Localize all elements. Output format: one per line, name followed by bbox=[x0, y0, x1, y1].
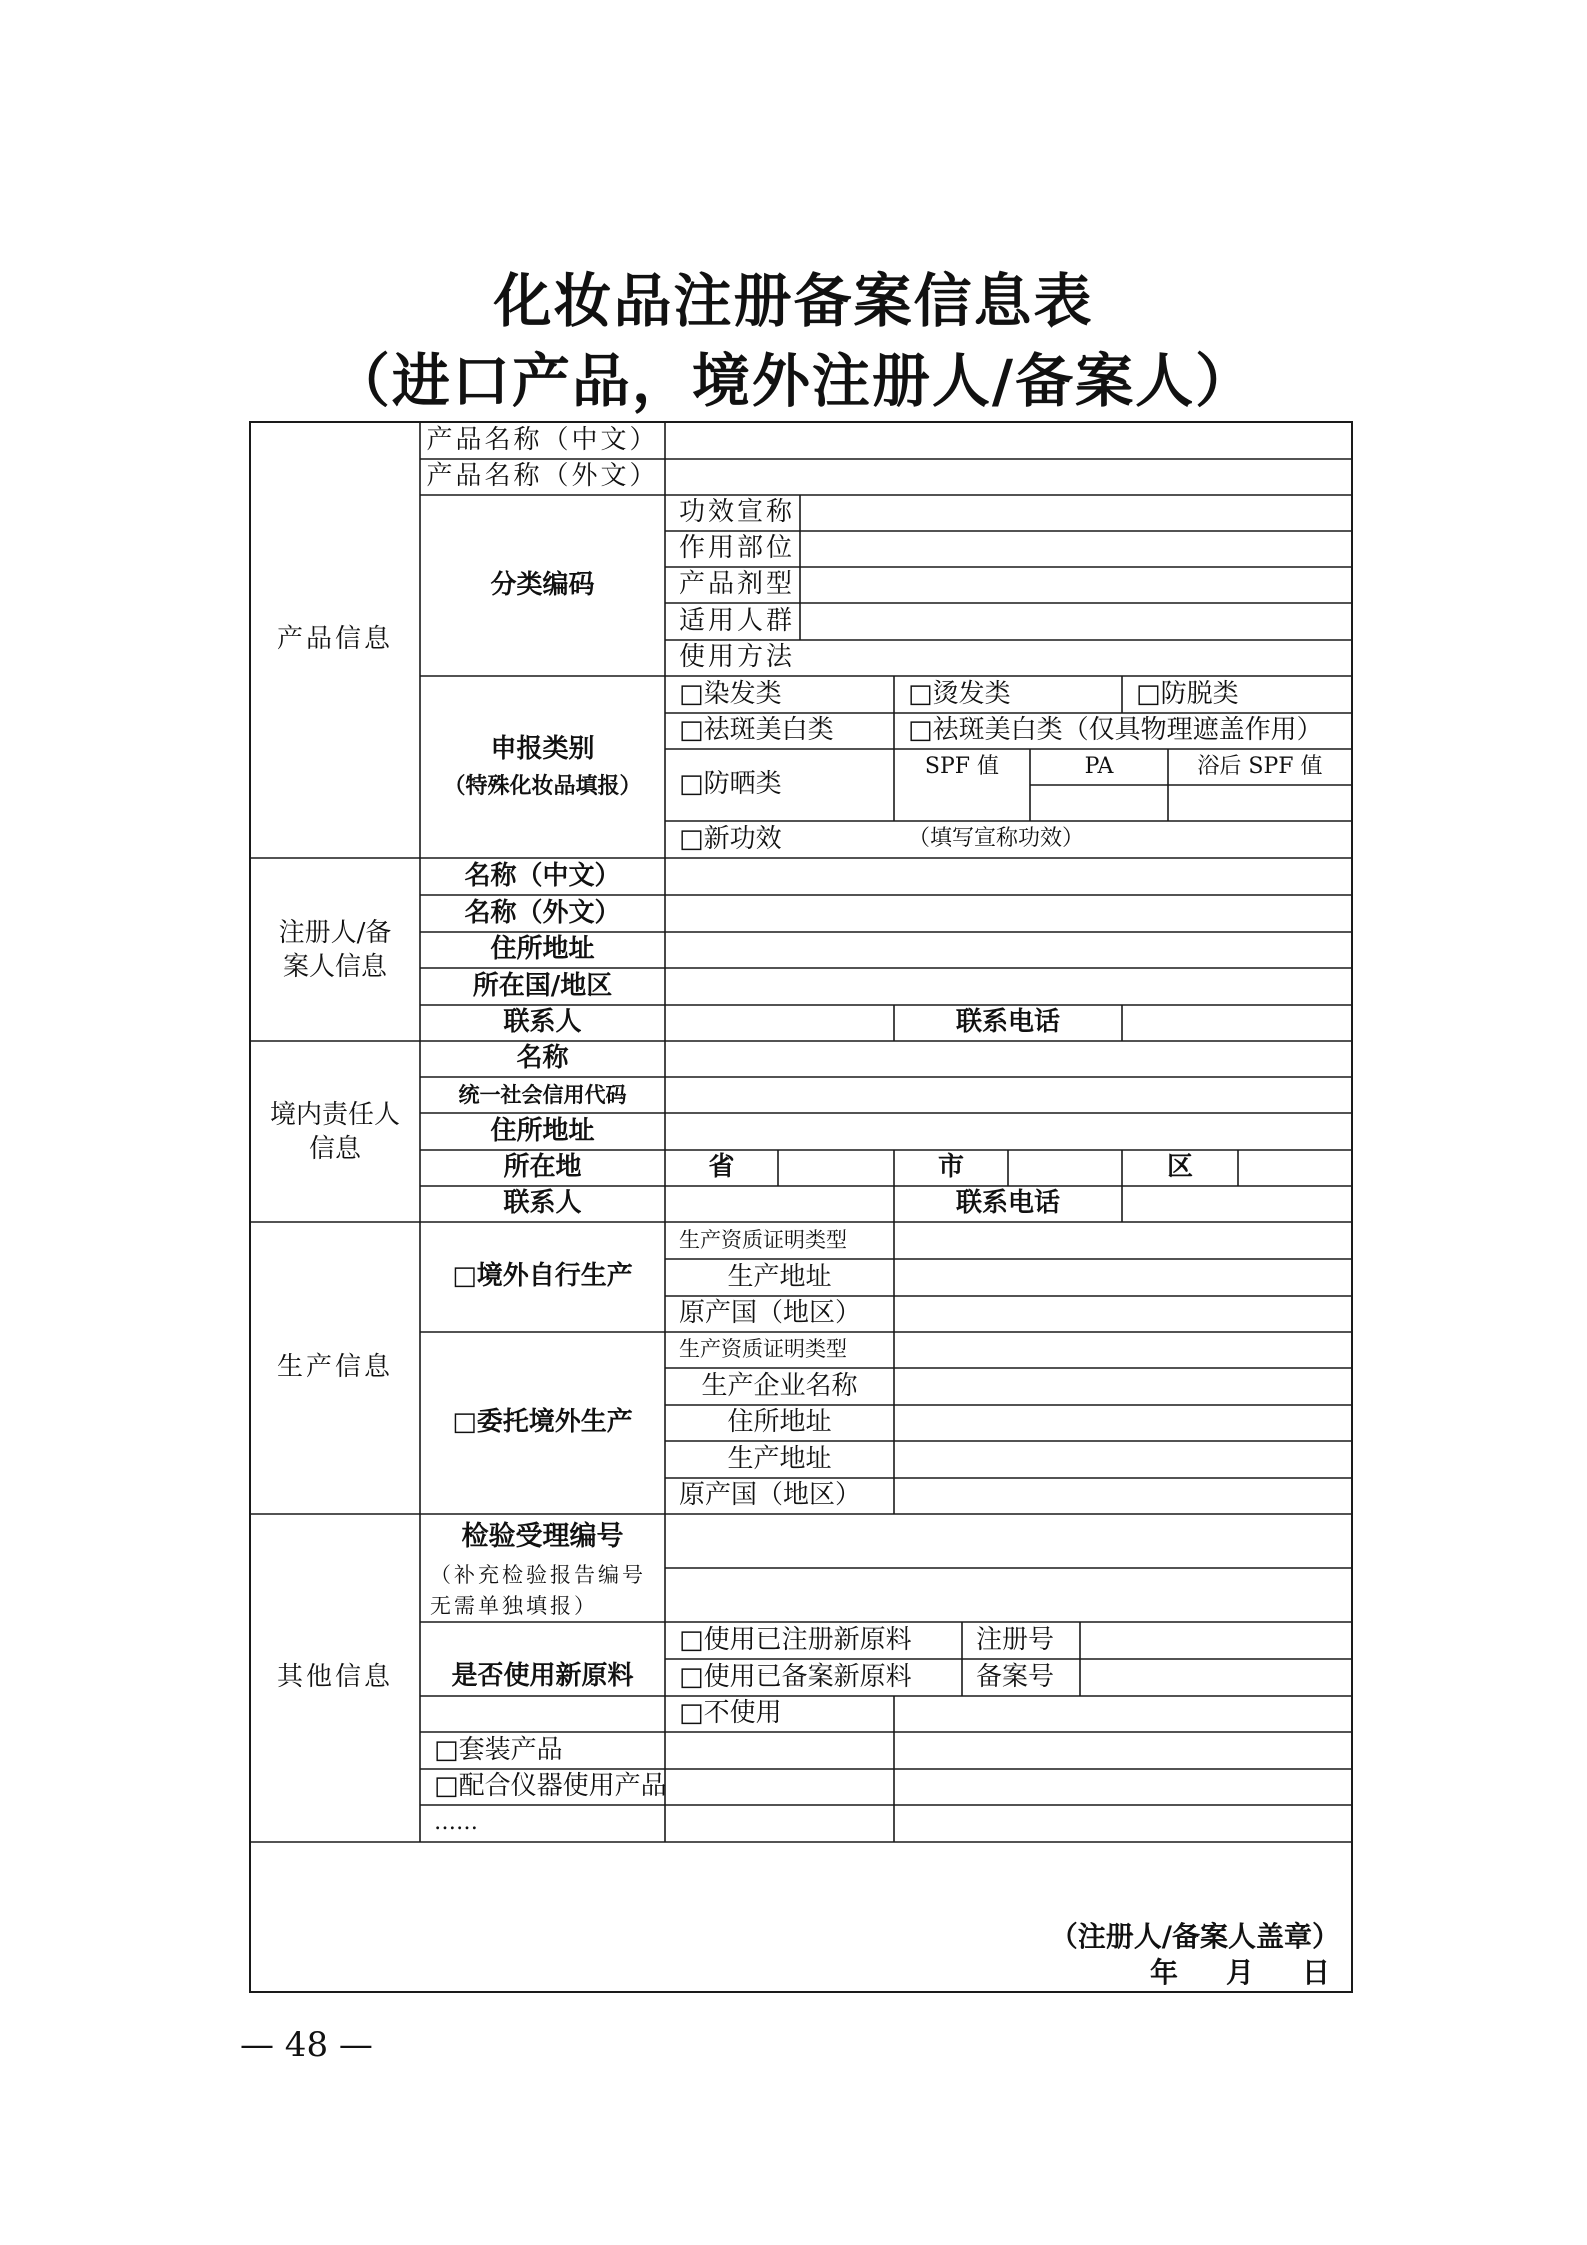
section-product-info: 产品信息 bbox=[276, 624, 393, 655]
label-province: 省 bbox=[708, 1152, 735, 1183]
checkbox-perm[interactable]: □烫发类 bbox=[908, 678, 1011, 709]
label-registrant-address: 住所地址 bbox=[490, 934, 595, 965]
label-domestic-phone: 联系电话 bbox=[955, 1188, 1060, 1219]
label-residence-address: 住所地址 bbox=[727, 1407, 832, 1438]
label-production-address: 生产地址 bbox=[727, 1261, 832, 1292]
declare-category-label bbox=[420, 676, 665, 858]
label-ellipsis: …… bbox=[434, 1810, 478, 1836]
section-registrant-info: 注册人/备案人信息 bbox=[278, 917, 392, 982]
checkbox-whitening-physical[interactable]: □祛斑美白类（仅具物理遮盖作用） bbox=[908, 715, 1323, 746]
checkbox-kit-product[interactable]: □套装产品 bbox=[434, 1734, 563, 1765]
label-credit-code: 统一社会信用代码 bbox=[458, 1082, 627, 1108]
label-origin-country-2: 原产国（地区） bbox=[679, 1480, 862, 1511]
label-domestic-address: 住所地址 bbox=[490, 1115, 595, 1146]
page-number: — 48 — bbox=[240, 2025, 373, 2065]
checkbox-device-product[interactable]: □配合仪器使用产品 bbox=[434, 1771, 667, 1802]
label-inspection-number: 检验受理编号 bbox=[461, 1520, 624, 1552]
checkbox-sunscreen[interactable]: □防晒类 bbox=[679, 769, 782, 800]
label-cert-type: 生产资质证明类型 bbox=[679, 1227, 847, 1252]
note-inspection: （补充检验报告编号无需单独填报） bbox=[430, 1563, 646, 1618]
section-other-info: 其他信息 bbox=[276, 1662, 393, 1693]
checkbox-filed-material[interactable]: □使用已备案新原料 bbox=[679, 1661, 912, 1692]
label-product-form: 产品剂型 bbox=[679, 569, 796, 600]
checkbox-entrusted-overseas[interactable]: □委托境外生产 bbox=[452, 1407, 633, 1438]
label-usage-method: 使用方法 bbox=[679, 642, 796, 673]
label-company-name: 生产企业名称 bbox=[701, 1370, 858, 1401]
checkbox-new-efficacy[interactable]: □新功效 bbox=[679, 823, 782, 854]
form-title: 化妆品注册备案信息表 bbox=[493, 267, 1094, 335]
label-registrant-name-foreign: 名称（外文） bbox=[464, 897, 621, 928]
label-cert-type-2: 生产资质证明类型 bbox=[679, 1337, 847, 1362]
checkbox-registered-material[interactable]: □使用已注册新原料 bbox=[679, 1624, 912, 1655]
label-application-site: 作用部位 bbox=[679, 533, 796, 564]
label-new-material: 是否使用新原料 bbox=[451, 1661, 634, 1692]
checkbox-whitening[interactable]: □祛斑美白类 bbox=[679, 715, 834, 746]
label-registrant-phone: 联系电话 bbox=[955, 1007, 1060, 1038]
checkbox-dye[interactable]: □染发类 bbox=[679, 678, 782, 709]
label-production-address-2: 生产地址 bbox=[727, 1443, 832, 1474]
label-product-name-cn: 产品名称（中文） bbox=[426, 424, 659, 455]
section-production-info: 生产信息 bbox=[276, 1352, 393, 1383]
label-product-name-foreign: 产品名称（外文） bbox=[426, 461, 659, 492]
label-registrant-name-cn: 名称（中文） bbox=[464, 860, 621, 891]
label-classification-code: 分类编码 bbox=[490, 569, 595, 600]
label-efficacy-claim: 功效宣称 bbox=[679, 497, 796, 528]
seal-label: （注册人/备案人盖章） bbox=[1049, 1920, 1340, 1954]
label-declare-category: 申报类别 bbox=[490, 734, 595, 765]
label-registrant-country: 所在国/地区 bbox=[472, 970, 613, 1001]
label-spf-after-bath: 浴后 SPF 值 bbox=[1197, 753, 1323, 779]
checkbox-not-used[interactable]: □不使用 bbox=[679, 1698, 782, 1729]
label-pa: PA bbox=[1084, 753, 1114, 779]
label-domestic-name: 名称 bbox=[516, 1043, 569, 1074]
label-district: 区 bbox=[1166, 1152, 1193, 1183]
label-registration-number: 注册号 bbox=[976, 1624, 1055, 1655]
label-domestic-location: 所在地 bbox=[503, 1152, 582, 1183]
checkbox-self-overseas[interactable]: □境外自行生产 bbox=[452, 1261, 633, 1292]
checkbox-hair-loss[interactable]: □防脱类 bbox=[1136, 678, 1239, 709]
label-target-population: 适用人群 bbox=[679, 605, 796, 636]
label-domestic-contact: 联系人 bbox=[503, 1188, 582, 1219]
label-city: 市 bbox=[937, 1152, 964, 1183]
note-new-efficacy: （填写宣称功效） bbox=[908, 826, 1085, 852]
section-domestic-info: 境内责任人信息 bbox=[269, 1099, 400, 1164]
form-subtitle: （进口产品，境外注册人/备案人） bbox=[331, 347, 1256, 415]
label-spf: SPF 值 bbox=[924, 753, 1000, 779]
label-registrant-contact: 联系人 bbox=[503, 1007, 582, 1038]
label-declare-note: （特殊化妆品填报） bbox=[443, 773, 642, 800]
label-filing-number: 备案号 bbox=[976, 1661, 1055, 1692]
date-label: 年 月 日 bbox=[1149, 1956, 1340, 1990]
label-origin-country: 原产国（地区） bbox=[679, 1298, 862, 1329]
